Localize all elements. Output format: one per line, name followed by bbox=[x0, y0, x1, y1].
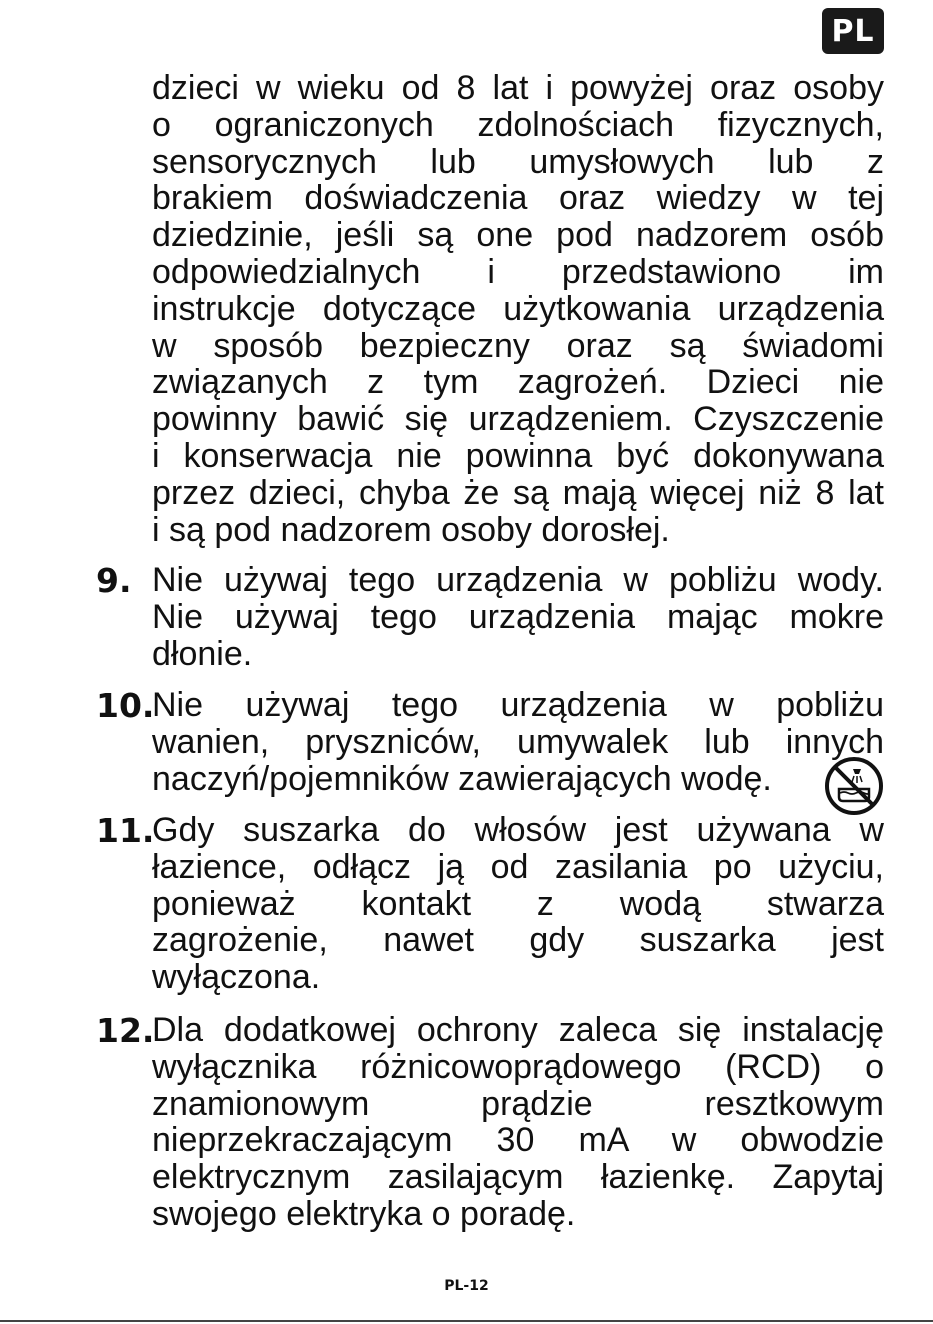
text-line: związanych z tym zagrożeń. Dzieci nie bbox=[152, 363, 884, 402]
text-line: instrukcje dotyczące użytkowania urządzenia bbox=[152, 289, 884, 328]
item-number: 9. bbox=[96, 561, 132, 600]
text-line: nieprzekraczającym 30 mA w obwodzie bbox=[152, 1121, 884, 1160]
text-line: sensorycznych lub umysłowych lub z bbox=[152, 142, 884, 181]
text-line: o ograniczonych zdolnościach fizycznych, bbox=[152, 105, 884, 144]
text-line: przez dzieci, chyba że są mają więcej niż 8 lat bbox=[152, 473, 884, 512]
text-line: wyłączona. bbox=[152, 958, 321, 997]
text-line: łazience, odłącz ją od zasilania po użyciu, bbox=[152, 847, 884, 886]
list-item-10 bbox=[96, 687, 886, 797]
list-item-12 bbox=[96, 1012, 886, 1233]
text-line: ponieważ kontakt z wodą stwarza bbox=[152, 884, 884, 923]
text-line: elektrycznym zasilającym łazienkę. Zapytaj bbox=[152, 1158, 884, 1197]
text-line: i konserwacja nie powinna być dokonywana bbox=[152, 436, 884, 475]
text-line: Nie używaj tego urządzenia mając mokre bbox=[152, 597, 884, 636]
list-item-11 bbox=[96, 812, 886, 996]
text-line: wanien, pryszniców, umywalek lub innych bbox=[152, 722, 884, 761]
no-water-near-bath-icon bbox=[823, 755, 885, 817]
text-line: Dla dodatkowej ochrony zaleca się instalację bbox=[152, 1011, 884, 1049]
text-line: dzieci w wieku od 8 lat i powyżej oraz osoby bbox=[152, 69, 884, 107]
item-number: 10. bbox=[96, 686, 155, 725]
text-line: Nie używaj tego urządzenia w pobliżu bbox=[152, 686, 884, 724]
text-line: w sposób bezpieczny oraz są świadomi bbox=[152, 326, 884, 365]
list-item-continuation bbox=[96, 70, 886, 548]
text-line: Nie używaj tego urządzenia w pobliżu wody. bbox=[152, 561, 884, 599]
item-number: 11. bbox=[96, 811, 155, 850]
text-line: swojego elektryka o poradę. bbox=[152, 1194, 576, 1233]
item-number: 12. bbox=[96, 1011, 155, 1050]
text-line: brakiem doświadczenia oraz wiedzy w tej bbox=[152, 179, 884, 218]
text-line: i są pod nadzorem osoby dorosłej. bbox=[152, 510, 670, 549]
text-line: zagrożenie, nawet gdy suszarka jest bbox=[152, 921, 884, 960]
text-line: znamionowym prądzie resztkowym bbox=[152, 1084, 884, 1123]
text-line: naczyń/pojemników zawierających wodę. bbox=[152, 759, 772, 798]
page-number: PL-12 bbox=[444, 1278, 489, 1294]
text-line: wyłącznika różnicowoprądowego (RCD) o bbox=[152, 1047, 884, 1086]
list-item-9 bbox=[96, 562, 886, 672]
text-line: Gdy suszarka do włosów jest używana w bbox=[152, 811, 884, 849]
page-edge-divider bbox=[0, 1320, 933, 1322]
text-line: dłonie. bbox=[152, 634, 253, 673]
language-badge: PL bbox=[822, 8, 884, 54]
text-line: odpowiedzialnych i przedstawiono im bbox=[152, 252, 884, 291]
text-line: dziedzinie, jeśli są one pod nadzorem osób bbox=[152, 216, 884, 255]
text-line: powinny bawić się urządzeniem. Czyszczenie bbox=[152, 400, 884, 439]
